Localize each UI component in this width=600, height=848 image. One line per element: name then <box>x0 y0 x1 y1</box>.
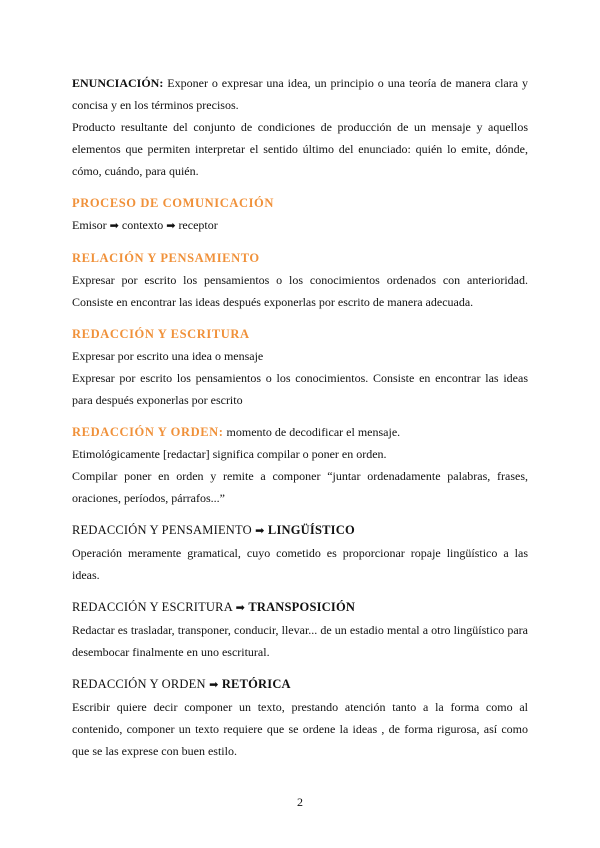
section-heading <box>72 673 528 696</box>
section-result: TRANSPOSICIÓN <box>248 600 356 614</box>
redaccion-escritura-text1: Expresar por escrito una idea o mensaje <box>72 349 264 363</box>
redaccion-orden-paragraph <box>72 421 528 443</box>
redaccion-orden-inline: momento de decodificar el mensaje. <box>223 425 401 439</box>
proceso-flow <box>72 214 528 237</box>
section-heading <box>72 596 528 619</box>
arrow-icon: ➡ <box>209 678 219 691</box>
proceso-heading: PROCESO DE COMUNICACIÓN <box>72 196 275 210</box>
section-label: REDACCIÓN Y PENSAMIENTO <box>72 523 252 537</box>
enunciacion-term: ENUNCIACIÓN: <box>72 76 164 90</box>
section-result: RETÓRICA <box>221 677 291 691</box>
section-result: LINGÜÍSTICO <box>267 523 355 537</box>
section-text: Operación meramente gramatical, cuyo cometido es proporcionar ropaje lingüístico a las ideas. <box>72 546 528 582</box>
receptor-text: receptor <box>178 218 218 232</box>
arrow-icon: ➡ <box>166 219 176 232</box>
document-page <box>72 72 528 762</box>
section-text: Escribir quiere decir componer un texto, prestando atención tanto a la forma como al contenido, componer un texto requiere que se ordene la ideas , de forma rigurosa, así como que se las exprese con buen estilo. <box>72 700 528 758</box>
page-number: 2 <box>297 795 303 809</box>
arrow-icon: ➡ <box>109 219 119 232</box>
section-label: REDACCIÓN Y ORDEN <box>72 677 206 691</box>
redaccion-orden-text2: Compilar poner en orden y remite a componer “juntar ordenadamente palabras, frases, oraciones, períodos, párrafos...” <box>72 469 528 505</box>
relacion-text: Expresar por escrito los pensamientos o los conocimientos ordenados con anterioridad. Consiste en encontrar las ideas después exponerlas por escrito de manera adecuada. <box>72 273 528 309</box>
emisor-text: Emisor <box>72 218 107 232</box>
redaccion-orden-text1: Etimológicamente [redactar] significa compilar o poner en orden. <box>72 447 387 461</box>
arrow-icon: ➡ <box>235 601 245 614</box>
arrow-icon: ➡ <box>255 524 265 537</box>
redaccion-escritura-text2: Expresar por escrito los pensamientos o los conocimientos. Consiste en encontrar las ideas para después exponerlas por escrito <box>72 371 528 407</box>
contexto-text: contexto <box>121 218 164 232</box>
section-heading <box>72 519 528 542</box>
relacion-heading: RELACIÓN Y PENSAMIENTO <box>72 251 260 265</box>
enunciacion-definition: Exponer o expresar una idea, un principio o una teoría de manera clara y concisa y en los términos precisos. <box>72 76 528 112</box>
redaccion-escritura-heading: REDACCIÓN Y ESCRITURA <box>72 327 250 341</box>
redaccion-orden-heading: REDACCIÓN Y ORDEN: <box>72 425 224 439</box>
enunciacion-paragraph <box>72 72 528 116</box>
section-label: REDACCIÓN Y ESCRITURA <box>72 600 233 614</box>
section-text: Redactar es trasladar, transponer, conducir, llevar... de un estadio mental a otro lingüístico para desembocar finalmente en uno escritural. <box>72 623 528 659</box>
enunciacion-product: Producto resultante del conjunto de condiciones de producción de un mensaje y aquellos elementos que permiten interpretar el sentido último del enunciado: quién lo emite, dónde, cómo, cuándo, para quién. <box>72 120 528 178</box>
